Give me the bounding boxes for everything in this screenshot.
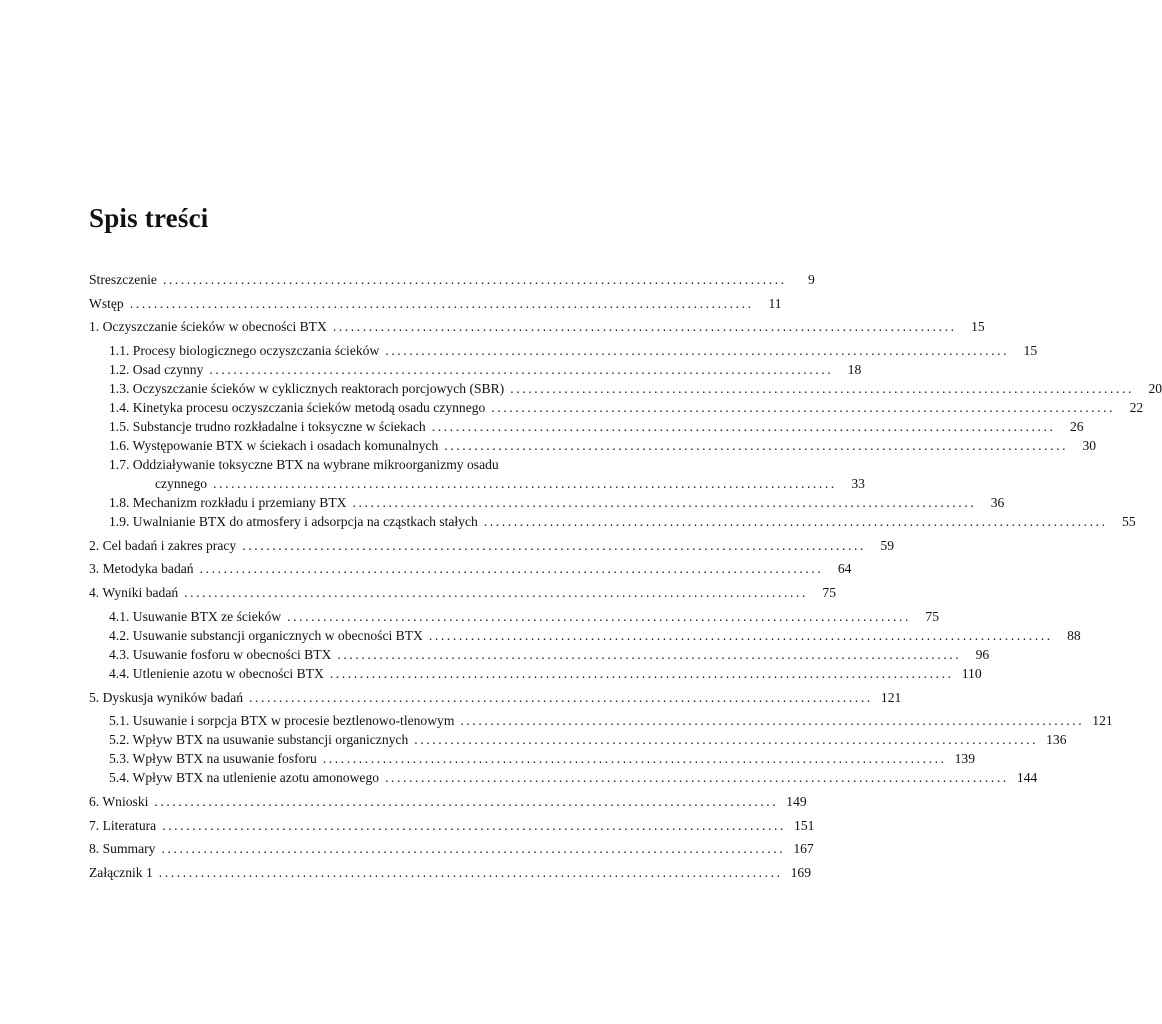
toc-entry (89, 583, 837, 602)
toc-entry-label: 1.1. Procesy biologicznego oczyszczania ścieków (109, 343, 380, 359)
toc-entry-label: 1.8. Mechanizm rozkładu i przemiany BTX (109, 495, 347, 511)
toc-entry-label: Streszczenie (89, 272, 157, 287)
toc-entry-label: 3. Metodyka badań (89, 561, 194, 577)
dot-leader: ........................................................................................................ (491, 400, 1116, 416)
toc-entry-page: 15 (971, 319, 985, 335)
dot-leader: ........................................................................................................ (414, 732, 1039, 748)
toc-entry-page: 15 (1023, 343, 1038, 359)
toc-subentry (89, 749, 976, 768)
dot-leader: ........................................................................................................ (385, 770, 1009, 786)
toc-entry-label: 1.3. Oczyszczanie ścieków w cyklicznych reaktorach porcjowych (SBR) (109, 381, 505, 397)
toc-subentry (89, 730, 1067, 749)
dot-leader: ........................................................................................................ (428, 627, 1053, 643)
toc-entry-label: 7. Literatura (89, 817, 157, 833)
toc-entry-page: 75 (822, 585, 837, 601)
toc-entry-label: 5.4. Wpływ BTX na utlenienie azotu amonowego (109, 770, 380, 786)
toc-entry-page: 169 (790, 864, 812, 880)
toc-entry (89, 688, 902, 707)
toc-entry-label-continuation: czynnego (155, 476, 208, 492)
dot-leader: ........................................................................................................ (332, 319, 957, 335)
dot-leader: ........................................................................................................ (337, 646, 962, 662)
toc-entry (89, 317, 985, 336)
toc-subentry (89, 398, 1144, 417)
toc-entry (89, 559, 852, 578)
toc-entry-label: 1.2. Osad czynny (109, 362, 204, 378)
toc-entry-page: 149 (786, 793, 807, 809)
toc-subentry-first-line (89, 455, 630, 474)
dot-leader: ........................................................................................................ (162, 272, 787, 287)
toc-entry-label: 8. Summary (89, 841, 156, 857)
dot-leader: ........................................................................................................ (483, 514, 1108, 530)
toc-entry-label: 4.2. Usuwanie substancji organicznych w obecności BTX (109, 627, 423, 643)
dot-leader: ........................................................................................................ (162, 817, 787, 833)
toc-entry-label: 6. Wnioski (89, 793, 149, 809)
toc-entry-label: 4.4. Utlenienie azotu w obecności BTX (109, 665, 324, 681)
toc-subentry-continuation (89, 474, 865, 493)
dot-leader: ........................................................................................................ (431, 419, 1056, 435)
toc-subentry (89, 607, 939, 626)
toc-entry-page: 33 (851, 476, 865, 492)
toc-entry-page: 36 (990, 495, 1005, 511)
toc-entry-page: 55 (1122, 514, 1136, 530)
toc-entry-page: 30 (1082, 438, 1097, 454)
dot-leader: ........................................................................................................ (510, 381, 1135, 397)
toc-entry (89, 863, 812, 882)
toc-entry-label: 4. Wyniki badań (89, 585, 179, 601)
toc-entry-label: 5.2. Wpływ BTX na usuwanie substancji organicznych (109, 732, 409, 748)
toc-subentry (89, 512, 1136, 531)
toc-entry-page: 136 (1046, 732, 1067, 748)
dot-leader: ........................................................................................................ (209, 362, 834, 378)
toc-entry-page: 96 (975, 646, 990, 662)
toc-subentry (89, 664, 982, 683)
dot-leader: ........................................................................................................ (184, 585, 809, 601)
dot-leader: ........................................................................................................ (287, 608, 911, 624)
toc-subentry (89, 645, 990, 664)
toc-entry (89, 294, 782, 313)
toc-entry-label: Wstęp (89, 295, 124, 311)
dot-leader: ........................................................................................................ (329, 665, 954, 681)
dot-leader: ........................................................................................................ (444, 438, 1069, 454)
toc-entry-label: Załącznik 1 (89, 864, 153, 880)
toc-entry-page: 121 (1092, 713, 1113, 729)
toc-entry-label: 1.9. Uwalnianie BTX do atmosfery i adsorpcja na cząstkach stałych (109, 514, 478, 530)
dot-leader: ........................................................................................................ (199, 561, 824, 577)
dot-leader: ........................................................................................................ (129, 295, 754, 311)
toc-entry (89, 536, 895, 555)
toc-entry-label: 4.1. Usuwanie BTX ze ścieków (109, 608, 282, 624)
toc-entry-page: 26 (1069, 419, 1084, 435)
toc-entry-page: 151 (794, 817, 815, 833)
page-title: Spis treści (89, 203, 209, 233)
toc-entry-page: 75 (925, 608, 939, 624)
dot-leader: ........................................................................................................ (161, 841, 786, 857)
dot-leader: ........................................................................................................ (352, 495, 977, 511)
toc-entry-page: 18 (847, 362, 862, 378)
toc-entry-page: 88 (1067, 627, 1081, 643)
toc-entry-page: 20 (1148, 381, 1162, 397)
dot-leader: ........................................................................................................ (213, 476, 837, 492)
toc-subentry (89, 417, 1084, 436)
toc-entry-label: 1.7. Oddziaływanie toksyczne BTX na wybrane mikroorganizmy osadu (109, 457, 499, 473)
toc-entry-page: 167 (793, 841, 814, 857)
toc-entry (89, 816, 815, 835)
toc-entry (89, 839, 814, 858)
toc-subentry (89, 768, 1038, 787)
toc-entry-page: 144 (1016, 770, 1038, 786)
toc-entry-label: 5.3. Wpływ BTX na usuwanie fosforu (109, 751, 317, 767)
dot-leader: ........................................................................................................ (154, 793, 779, 809)
toc-entry-page: 121 (880, 689, 902, 705)
toc-subentry (89, 360, 862, 379)
toc-entry-label: 1.6. Występowanie BTX w ściekach i osadach komunalnych (109, 438, 439, 454)
toc-entry-page: 110 (961, 665, 982, 681)
dot-leader: ........................................................................................................ (322, 751, 947, 767)
dot-leader: ........................................................................................................ (158, 864, 783, 880)
toc-entry-page: 139 (954, 751, 976, 767)
dot-leader: ........................................................................................................ (385, 343, 1010, 359)
toc-subentry (89, 711, 1113, 730)
dot-leader: ........................................................................................................ (460, 713, 1085, 729)
toc-entry-label: 5. Dyskusja wyników badań (89, 689, 244, 705)
toc-entry-page: 64 (837, 561, 852, 577)
toc-entry (89, 270, 815, 289)
toc-entry-page: 22 (1129, 400, 1144, 416)
toc-entry-page: 11 (768, 295, 782, 311)
toc-entry-label: 1.5. Substancje trudno rozkładalne i toksyczne w ściekach (109, 419, 426, 435)
toc-entry-label: 4.3. Usuwanie fosforu w obecności BTX (109, 646, 332, 662)
toc-entry-page: 59 (880, 537, 895, 553)
toc-entry-label: 1.4. Kinetyka procesu oczyszczania ścieków metodą osadu czynnego (109, 400, 486, 416)
toc-entry (89, 792, 807, 811)
dot-leader: ........................................................................................................ (249, 689, 873, 705)
dot-leader: ........................................................................................................ (242, 537, 867, 553)
toc-entry-label: 1. Oczyszczanie ścieków w obecności BTX (89, 319, 327, 335)
toc-entry-page: 9 (807, 272, 815, 287)
table-of-contents (89, 270, 1162, 882)
toc-subentry (89, 493, 1005, 512)
toc-entry-label: 5.1. Usuwanie i sorpcja BTX w procesie beztlenowo-tlenowym (109, 713, 455, 729)
toc-subentry (89, 436, 1097, 455)
toc-subentry (89, 626, 1081, 645)
toc-subentry (89, 379, 1162, 398)
toc-entry-label: 2. Cel badań i zakres pracy (89, 537, 237, 553)
toc-subentry (89, 341, 1038, 360)
